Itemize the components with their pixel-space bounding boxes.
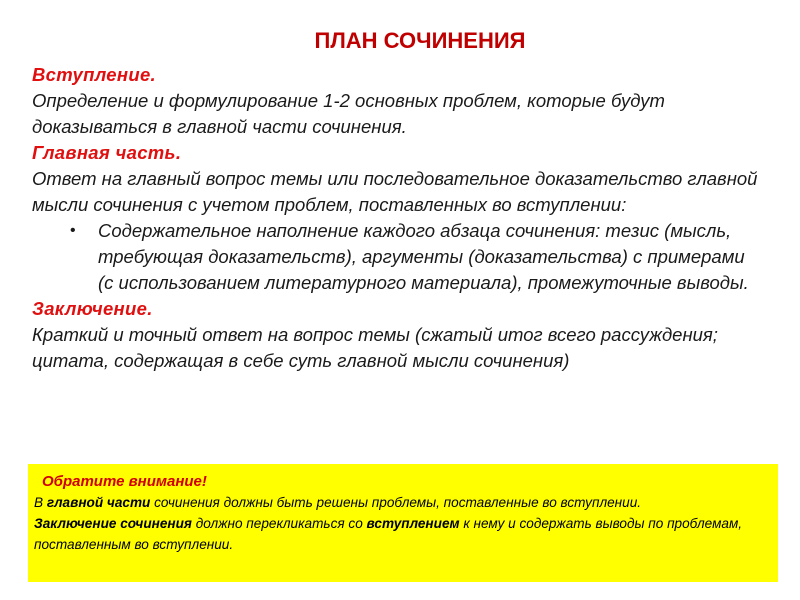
intro-text: Определение и формулирование 1-2 основных проблем, которые будут доказываться в главной части сочинения. [32,90,665,137]
note-line2-bold2: вступлением [366,516,460,531]
note-title: Обратите внимание! [42,473,207,490]
bullet-icon: • [70,222,76,239]
plan-content [32,62,772,374]
note-line2-bold1: Заключение сочинения [34,516,192,531]
note-line-main-part [34,492,772,513]
page-title: ПЛАН СОЧИНЕНИЯ [314,28,526,53]
intro-heading: Вступление. [32,64,156,85]
note-line-conclusion [34,513,772,555]
main-heading: Главная часть. [32,142,182,163]
attention-note [28,464,778,582]
main-bullet-item [70,218,758,296]
note-line1-rest: сочинения должны быть решены проблемы, поставленные во вступлении. [150,495,642,510]
conclusion-heading: Заключение. [32,298,153,319]
note-line1-prefix: В [34,495,47,510]
note-line1-bold: главной части [46,495,151,510]
main-bullet-text: Содержательное наполнение каждого абзаца сочинения: тезис (мысль, требующая доказательств), аргументы (доказательства) с примерами (с использованием литературного материала), промежуточные выводы. [98,220,749,293]
note-line2-mid: должно перекликаться со [191,516,367,531]
conclusion-text: Краткий и точный ответ на вопрос темы (сжатый итог всего рассуждения; цитата, содержащая в себе суть главной мысли сочинения) [32,324,718,371]
note-line2-rest: к нему и содержать выводы по проблемам, поставленным во вступлении. [34,516,743,552]
main-text: Ответ на главный вопрос темы или последовательное доказательство главной мысли сочинения с учетом проблем, поставленных во вступлении: [32,168,758,215]
